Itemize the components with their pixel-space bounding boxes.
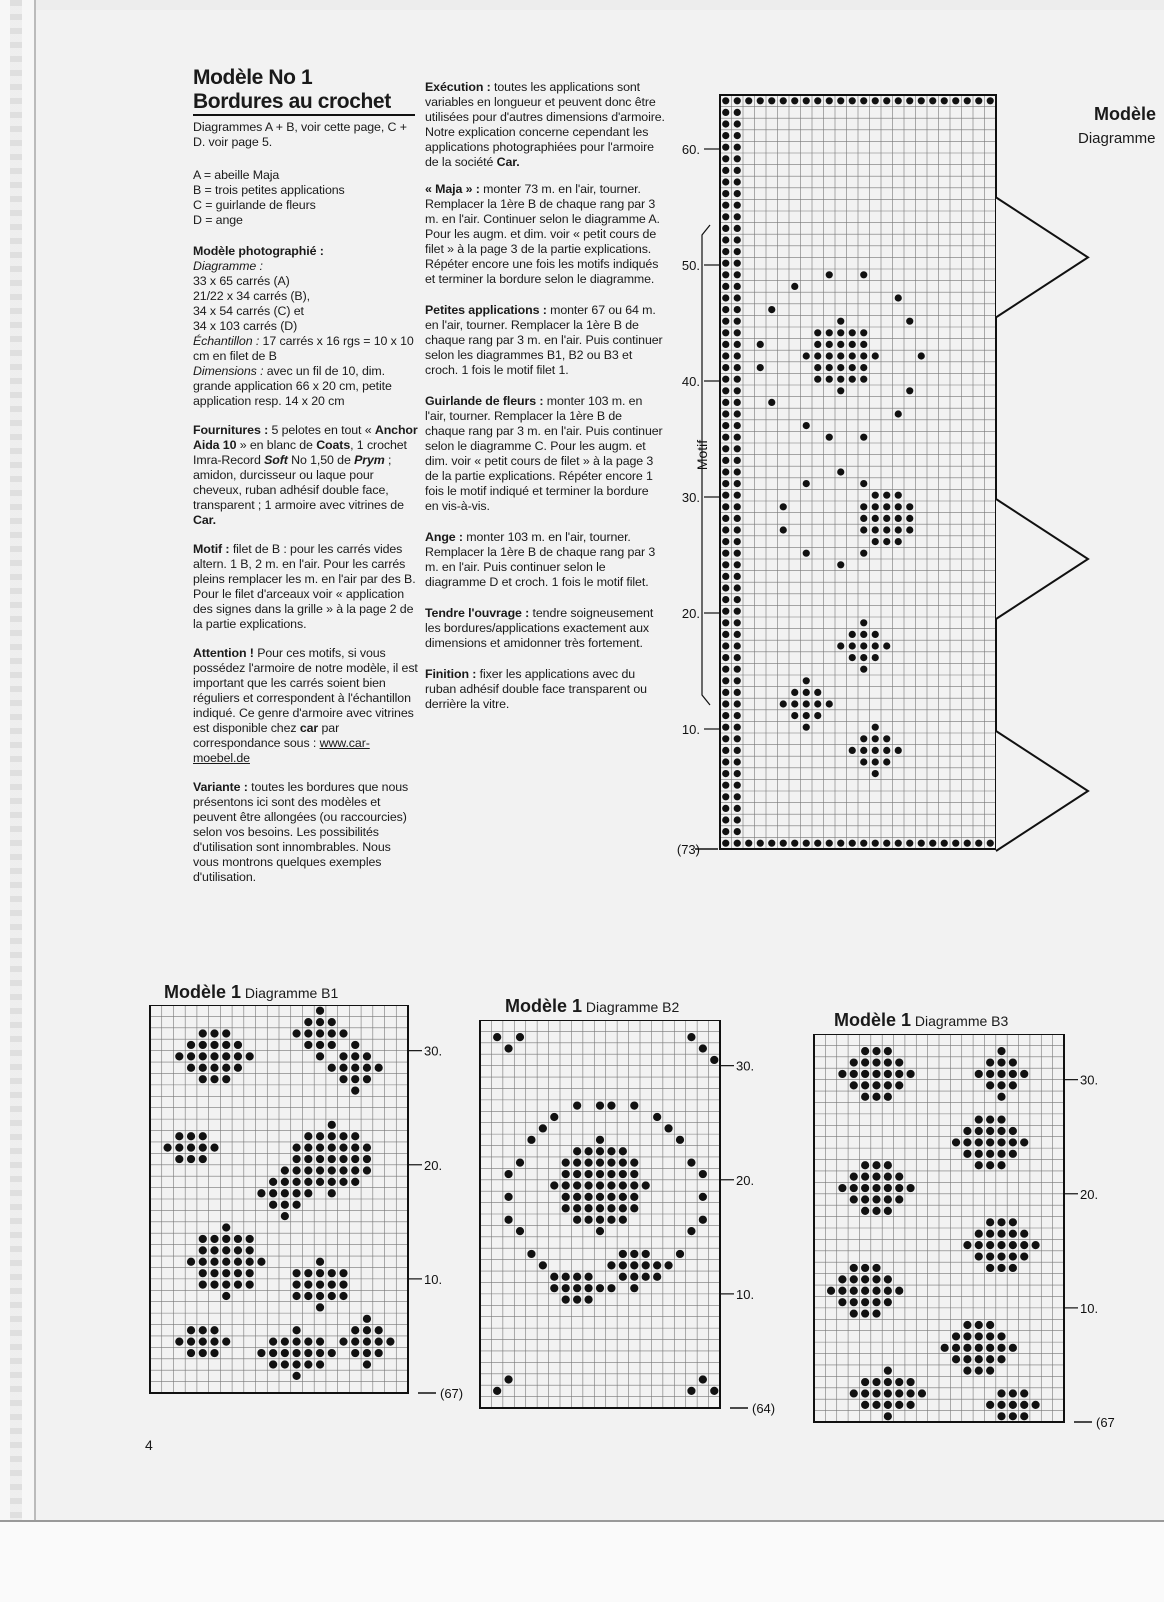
website-link[interactable]: www.car-moebel.de (193, 736, 370, 765)
tendre-label: Tendre l'ouvrage : (425, 606, 530, 620)
diagram_b3-start-label: (67 (1096, 1415, 1115, 1430)
diagram_b2-start-label: (64) (752, 1401, 776, 1416)
attention-text: Pour ces motifs, si vous possédez l'armoire de notre modèle, il est important que les carrés soient bien réguliers et correspondent à l'échantillon indiqué. Ce genre d'armoire avec vitrines est disponible chez (193, 646, 418, 735)
diagram-a-tick-label: 40. (681, 374, 700, 389)
diagram-b3-name: Diagramme B3 (914, 1013, 1009, 1029)
grid-lines (150, 1005, 408, 1393)
execution-text: toutes les applications sont variables en longueur et peuvent donc être utilisées pour d'autres dimensions d'armoire. Notre explication concerne cependant les applications photographiées pour l'armoire de la société (425, 80, 665, 169)
dimensions-value: avec un fil de 10, dim. grande application 66 x 20 cm, petite application resp. 14 x 20 cm (193, 364, 392, 408)
diagram-b1-chart (140, 1005, 480, 1425)
diagram_b3-tick-label: 10. (1080, 1300, 1099, 1316)
tendre-section (425, 606, 665, 651)
sample-value: 17 carrés x 16 rgs = 10 x 10 cm en filet de B (193, 334, 414, 363)
fournitures-b2: Coats (316, 438, 351, 452)
attention-brand: car (299, 721, 319, 735)
fournitures-t4: No 1,50 de (287, 453, 355, 467)
diagram_b1-tick-label: 10. (424, 1271, 443, 1287)
diagram_b2-tick-label: 30. (736, 1058, 755, 1074)
size-a: 33 x 65 carrés (A) (193, 274, 290, 288)
petites-label: Petites applications : (425, 303, 547, 317)
guirlande-section (425, 394, 665, 514)
dimensions-label: Dimensions : (193, 364, 264, 378)
diagram-b3-chart (812, 1034, 1164, 1454)
size-b: 21/22 x 34 carrés (B), (193, 289, 310, 303)
diagram-a-corner-model: Modèle (1094, 104, 1157, 124)
petites-text: monter 67 ou 64 m. en l'air, tourner. Remplacer la 1ère B de chaque rang par 3 m. en l'air. Puis continuer selon les diagrammes B1, B2 ou B3 et croch. 1 fois le motif filet 1. (425, 303, 663, 377)
grid-lines (480, 1020, 720, 1408)
legend-item-b: B = trois petites applications (193, 183, 345, 197)
legend-list (193, 168, 418, 228)
diagram-a-tick-label: 20. (681, 606, 700, 621)
size-d: 34 x 103 carrés (D) (193, 319, 298, 333)
title-rule (193, 114, 415, 116)
maja-text: monter 73 m. en l'air, tourner. Remplacer la 1ère B de chaque rang par 3 m. en l'air. Continuer selon le diagramme A. Pour les augm. et dim. voir « petit cours de filet » à la page 3 de la partie explications. Répéter encore une fois les motifs indiqués et terminer la bordure selon le diagramme. (425, 182, 660, 286)
ange-text: monter 103 m. en l'air, tourner. Remplacer la 1ère B de chaque rang par 3 m. en l'air. Puis continuer selon le diagramme D et croch. 1 fois le motif filet. (425, 530, 656, 589)
finition-section (425, 667, 665, 712)
dimensions-text (193, 364, 392, 408)
maja-section (425, 182, 665, 287)
motif-section (193, 542, 418, 632)
model-heading: Modèle No 1 (193, 66, 313, 89)
diagram-a-edge-tooth (996, 499, 1088, 619)
diagram-a-tick-label: 30. (681, 490, 700, 505)
photographed-section (193, 244, 418, 409)
variante-text: toutes les bordures que nous présentons ici sont des modèles et peuvent être allongées (ou raccourcies) selon vos besoins. Les possibilités d'utilisation sont innombrables. Nous vous montrons quelques exemples d'utilisation. (193, 780, 409, 884)
fournitures-section (193, 423, 418, 528)
page-title: Bordures au crochet (193, 90, 391, 113)
sample-label: Échantillon : (193, 334, 260, 348)
diagram-label: Diagramme : (193, 259, 263, 273)
diagram-b2-model: Modèle 1 (505, 996, 583, 1016)
execution-label: Exécution : (425, 80, 491, 94)
legend-item-d: D = ange (193, 213, 243, 227)
diagram-a-tick-label: 50. (681, 258, 700, 273)
tendre-text: tendre soigneusement les bordures/applications exactement aux dimensions et amidonner très fortement. (425, 606, 654, 650)
diagram-a-chart (655, 85, 1164, 885)
filled-stitches (827, 1047, 1040, 1420)
middle-column (425, 80, 665, 723)
fournitures-b4: Prym (354, 453, 385, 467)
attention-section (193, 646, 418, 766)
fournitures-t2: » en blanc de (236, 438, 317, 452)
attention-text2: par correspondance sous : (193, 721, 340, 750)
fournitures-b5: Car. (193, 513, 217, 527)
diagram-b2-chart (478, 1020, 808, 1440)
diagram_b1-tick-label: 20. (424, 1157, 443, 1173)
sample-text (193, 334, 414, 363)
petites-section (425, 303, 665, 378)
variante-section (193, 780, 418, 885)
fournitures-t5: ; amidon, durcisseur ou laque pour cheveux, ruban adhésif double face, transparent ; 1 armoire avec vitrines de (193, 453, 404, 512)
diagram-b2-title (505, 996, 679, 1017)
fournitures-t1: 5 pelotes en tout « (271, 423, 375, 437)
diagram_b3-tick-label: 20. (1080, 1186, 1099, 1202)
diagram-a-corner-sub: Diagramme (1078, 130, 1156, 147)
legend-item-c: C = guirlande de fleurs (193, 198, 316, 212)
diagram-b2-name: Diagramme B2 (585, 999, 680, 1015)
size-c: 34 x 54 carrés (C) et (193, 304, 304, 318)
diagram-b1-model: Modèle 1 (164, 982, 242, 1002)
diagram-b1-title (164, 982, 338, 1003)
execution-brand: Car. (496, 155, 520, 169)
diagram-a-edge-tooth (996, 197, 1088, 317)
fournitures-t3: , 1 crochet Imra-Record (193, 438, 407, 467)
diagram-a-tick-label: 60. (681, 142, 700, 157)
diagram_b2-tick-label: 20. (736, 1172, 755, 1188)
page-bottom-edge (0, 1520, 1164, 1602)
grid-lines (720, 95, 996, 849)
fournitures-b3: Soft (264, 453, 288, 467)
execution-section (425, 80, 665, 170)
maja-label: « Maja » : (425, 182, 480, 196)
diagram-a-tick-label: 10. (681, 722, 700, 737)
page-number: 4 (145, 1437, 153, 1453)
fournitures-b1: Anchor Aida 10 (193, 423, 418, 452)
finition-text: fixer les applications avec du ruban adhésif double face transparent ou derrière la vitre. (425, 667, 647, 711)
fournitures-label: Fournitures : (193, 423, 269, 437)
diagram-a-edge-tooth (996, 731, 1088, 851)
grid-lines (814, 1034, 1064, 1422)
legend-item-a: A = abeille Maja (193, 168, 280, 182)
photographed-label: Modèle photographié : (193, 244, 324, 258)
guirlande-text: monter 103 m. en l'air, tourner. Remplacer la 1ère B de chaque rang par 3 m. en l'air. Puis continuer selon le diagramme C. Pour les augm. et dim. voir « petit cours de filet » à la page 3 de la partie explications. Répéter encore 1 fois le motif indiqué et terminer la bordure en vis-à-vis. (425, 394, 663, 513)
diagram-b1-name: Diagramme B1 (244, 985, 339, 1001)
diagram-b3-title (834, 1010, 1008, 1031)
binding-edge (0, 0, 36, 1600)
attention-label: Attention ! (193, 646, 254, 660)
motif-text: filet de B : pour les carrés vides altern. 1 B, 2 m. en l'air. Pour les carrés pleins remplacer les m. en l'air par des B. Pour le filet d'arceaux voir « application des signes dans la grille » à la page 2 de la partie explications. (193, 542, 416, 631)
ange-label: Ange : (425, 530, 463, 544)
diagram-b3-model: Modèle 1 (834, 1010, 912, 1030)
intro-text: Diagrammes A + B, voir cette page, C + D. voir page 5. (193, 120, 407, 149)
variante-label: Variante : (193, 780, 248, 794)
diagram_b2-tick-label: 10. (736, 1286, 755, 1302)
diagram-a-motif-label: Motif (694, 439, 710, 471)
diagram_b1-tick-label: 30. (424, 1043, 443, 1059)
diagram_b1-start-label: (67) (440, 1386, 464, 1401)
motif-label: Motif : (193, 542, 230, 556)
diagram-a-start-label: (73) (676, 842, 700, 857)
finition-label: Finition : (425, 667, 477, 681)
guirlande-label: Guirlande de fleurs : (425, 394, 544, 408)
ange-section (425, 530, 665, 590)
diagram_b3-tick-label: 30. (1080, 1072, 1099, 1088)
left-column (193, 66, 418, 896)
